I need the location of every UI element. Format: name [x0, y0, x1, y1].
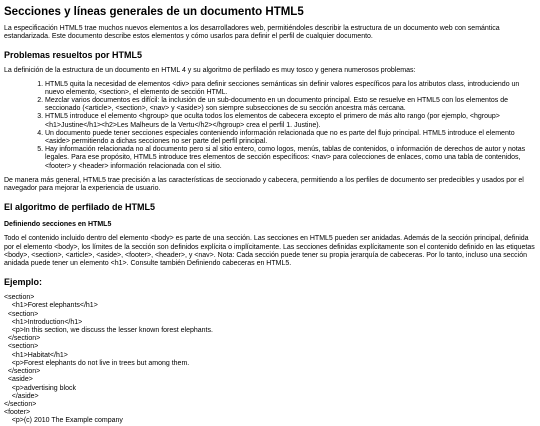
list-item: 1. HTML5 quita la necesidad de elementos <div> para definir secciones semánticas sin definir valores específicos para los atributos class, introduciendo un nuevo elemento, <section>, el elemento de sección HTML.	[45, 81, 536, 97]
section-heading-problems: Problemas resueltos por HTML5	[4, 50, 143, 61]
closing-paragraph: De manera más general, HTML5 trae precisión a las características de seccionado y cabecera, permitiendo a los perfiles de documento ser predecibles y usados por el navegador para mejorar la experiencia de usuario.	[4, 176, 524, 193]
code-line: </section>	[4, 400, 37, 408]
code-line: </section>	[4, 368, 41, 376]
code-line: <aside>	[4, 376, 33, 384]
algorithm-paragraph: Todo el contenido incluido dentro del elemento <body> es parte de una sección. Las secciones en HTML5 pueden ser anidadas. Además de la sección principal, definida por el elemento <body>, los límites de la sección son definidos explícita o implícitamente. Las secciones definidas explícitamente son el contenido definido en las etiquetas <body>, <section>, <article>, <aside>, <footer>, <header>, y <nav>. Nota: Cada sección puede tener su propia jerarquía de cabeceras. Por lo tanto, incluso una sección anidada puede tener un elemento <h1>. Consulte también Definiendo cabeceras en HTML5.	[4, 235, 535, 268]
list-item: 4. Un documento puede tener secciones especiales conteniendo información relacionada que no es parte del flujo principal. HTML5 introduce el elemento <aside> permitiendo a dichas secciones no ser parte del perfil principal.	[45, 130, 536, 146]
code-line: <p>Forest elephants do not live in trees but among them.	[4, 359, 190, 367]
code-line: <section>	[4, 310, 39, 318]
code-line: </aside>	[4, 392, 39, 400]
problems-list	[4, 81, 536, 171]
subheading-defining-sections: Definiendo secciones en HTML5	[4, 221, 112, 229]
intro-paragraph: La especificación HTML5 trae muchos nuevos elementos a los desarrolladores web, permitiéndoles describir la estructura de un documento web con semántica estandarizada. Este documento describe estos elementos y cómo usarlos para definir el perfil de cualquier documento.	[4, 25, 500, 41]
section-heading-example: Ejemplo:	[4, 277, 43, 288]
code-example	[4, 294, 536, 425]
list-item: 5. Hay información relacionada no al documento pero si al sitio entero, como logos, menús, tablas de contenidos, o información de derechos de autor y notas legales. Para ese propósito, HTML5 introduce tres elementos de sección específicos: <nav> para colecciones de enlaces, como una tabla de contenidos, <footer> y <header> información relacionada con el sitio.	[45, 146, 536, 171]
list-item: 2. Mezclar varios documentos es difícil: la inclusión de un sub-documento en un documento principal. Esto se resuelve en HTML5 con los elementos de seccionado (<article>, <section>, <nav> y <aside>) son siempre subsecciones de su sección ancestra más cercana.	[45, 97, 536, 113]
page-title: Secciones y líneas generales de un documento HTML5	[4, 6, 304, 18]
code-line: <section>	[4, 343, 39, 351]
code-line: <section>	[4, 294, 35, 302]
code-line: <p>In this section, we discuss the lesser known forest elephants.	[4, 327, 213, 335]
code-line: <h1>Introduction</h1>	[4, 318, 83, 326]
code-line: </section>	[4, 335, 41, 343]
code-line: <h1>Forest elephants</h1>	[4, 302, 98, 310]
code-line: <p>(c) 2010 The Example company	[4, 417, 123, 425]
code-line: <h1>Habitat</h1>	[4, 351, 68, 359]
code-line: <footer>	[4, 409, 31, 417]
code-line: <p>advertising block	[4, 384, 76, 392]
section-heading-algorithm: El algoritmo de perfilado de HTML5	[4, 202, 156, 213]
problems-paragraph: La definición de la estructura de un documento en HTML 4 y su algoritmo de perfilado es muy tosco y genera numerosos problemas:	[4, 67, 416, 75]
list-item: 3. HTML5 introduce el elemento <hgroup> que oculta todos los elementos de cabecera excepto el primero de más alto rango (por ejemplo, <hgroup><h1>Justine</h1><h2>Les Malheurs de la Vertu</h2></hgroup> crea el perfil 1. Justine).	[45, 113, 536, 129]
